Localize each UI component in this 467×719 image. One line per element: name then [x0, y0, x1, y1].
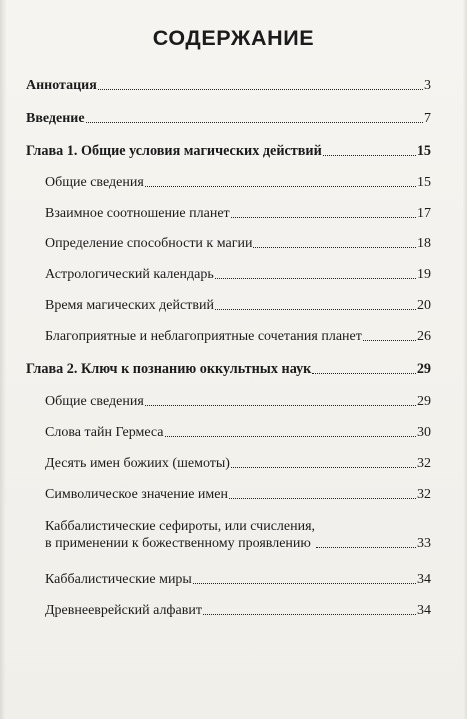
dot-leader	[229, 498, 416, 499]
toc-entry-title: Взаимное соотношение планет	[45, 206, 230, 221]
toc-entry-title: Каббалистические миры	[45, 572, 192, 587]
toc-entry-page: 20	[417, 298, 431, 313]
toc-entry-page: 18	[417, 236, 431, 251]
dot-leader	[165, 436, 416, 437]
toc-entry-title: Время магических действий	[45, 298, 214, 313]
toc-entry-title: Глава 2. Ключ к познанию оккультных наук	[26, 361, 312, 377]
toc-entry-page: 15	[416, 143, 431, 159]
toc-subentry	[45, 174, 431, 191]
dot-leader	[203, 614, 416, 615]
toc-subentry	[45, 571, 431, 588]
dot-leader	[215, 309, 416, 310]
toc-entry-annotation	[26, 77, 431, 94]
toc-entry-title: Благоприятные и неблагоприятные сочетания планет	[45, 329, 362, 344]
dot-leader	[98, 89, 423, 90]
toc-entry-page: 29	[416, 361, 431, 377]
toc-entry-title: Десять имен божиих (шемоты)	[45, 456, 230, 471]
toc-subentry	[45, 602, 431, 619]
toc-entry-title: Общие сведения	[45, 175, 144, 190]
dot-leader	[193, 583, 416, 584]
toc-chapter-1	[26, 143, 431, 160]
toc-entry-title: Слова тайн Гермеса	[45, 425, 164, 440]
page-heading: СОДЕРЖАНИЕ	[152, 26, 315, 50]
dot-leader	[231, 467, 416, 468]
dot-leader	[312, 373, 415, 374]
toc-subentry	[45, 205, 431, 222]
toc-entry-title-block	[45, 518, 315, 552]
dot-leader	[253, 247, 416, 248]
toc-entry-page: 32	[417, 456, 431, 471]
dot-leader	[145, 186, 416, 187]
dot-leader	[316, 547, 416, 548]
toc-chapter-2	[26, 361, 431, 378]
dot-leader	[323, 155, 416, 156]
toc-subentry	[45, 235, 431, 252]
toc-entry-page: 34	[417, 572, 431, 587]
dot-leader	[363, 340, 416, 341]
dot-leader	[231, 217, 416, 218]
dot-leader	[215, 278, 416, 279]
toc-entry-page: 32	[417, 487, 431, 502]
toc-entry-title: Аннотация	[26, 78, 97, 93]
toc-entry-title-line: в применении к божественному проявлению	[45, 536, 311, 551]
toc-entry-page: 3	[424, 78, 431, 93]
toc-entry-title: Символическое значение имен	[45, 487, 228, 502]
dot-leader	[145, 405, 416, 406]
toc-entry-page: 17	[417, 206, 431, 221]
toc-subentry-multiline	[45, 518, 431, 552]
toc-subentry	[45, 328, 431, 345]
toc-entry-page: 30	[417, 425, 431, 440]
toc-entry-page: 7	[424, 111, 431, 126]
toc-subentry	[45, 297, 431, 314]
toc-subentry	[45, 266, 431, 283]
toc-entry-title: Введение	[26, 111, 85, 126]
toc-subentry	[45, 424, 431, 441]
toc-entry-page: 26	[417, 329, 431, 344]
toc-entry-page: 29	[417, 394, 431, 409]
toc-entry-page: 33	[417, 536, 431, 551]
toc-entry-title: Астрологический календарь	[45, 267, 214, 282]
toc-entry-title: Древнееврейский алфавит	[45, 603, 202, 618]
toc-entry-title: Общие сведения	[45, 394, 144, 409]
toc-entry-title: Глава 1. Общие условия магических действий	[26, 143, 322, 159]
toc-entry-introduction	[26, 110, 431, 127]
toc-entry-page: 15	[417, 175, 431, 190]
toc-subentry	[45, 455, 431, 472]
toc-entry-page: 34	[417, 603, 431, 618]
toc-entry-title: Определение способности к магии	[45, 236, 253, 251]
dot-leader	[86, 122, 423, 123]
toc-subentry	[45, 486, 431, 503]
toc-entry-page: 19	[417, 267, 431, 282]
toc-subentry	[45, 393, 431, 410]
toc-entry-title-line: Каббалистические сефироты, или счисления,	[45, 519, 316, 534]
